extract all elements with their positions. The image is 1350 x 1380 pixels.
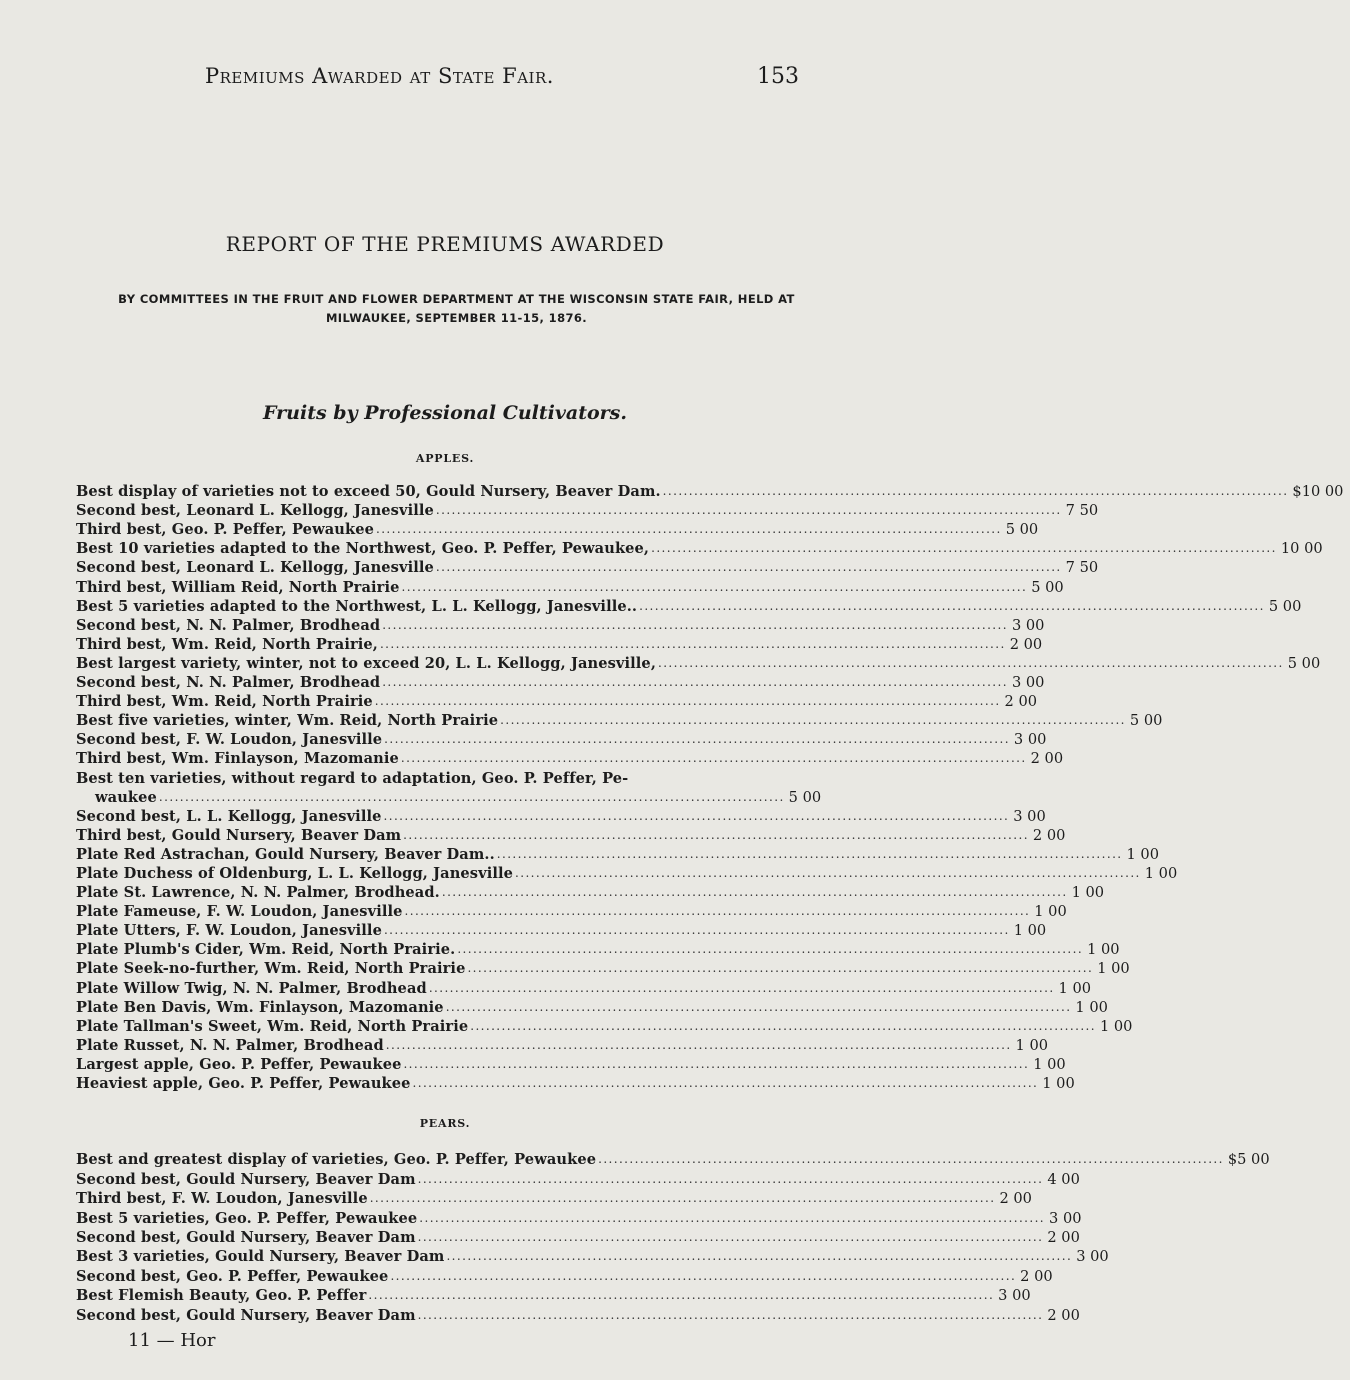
leader-dots: ........................................................................................................................	[598, 1152, 1224, 1167]
leader-dots: ........................................................................................................................	[651, 541, 1277, 556]
entry-description: Best 10 varieties adapted to the Northwest, Geo. P. Peffer, Pewaukee,	[76, 540, 650, 558]
entry-amount: 5 00	[1005, 521, 1039, 539]
list-item	[76, 1017, 1133, 1036]
list-item	[76, 1286, 1031, 1305]
list-item	[76, 1247, 1109, 1266]
leader-dots: ........................................................................................................................	[441, 885, 1068, 900]
entry-amount: 1 00	[1071, 884, 1105, 902]
leader-dots: ........................................................................................................................	[435, 560, 1062, 575]
entry-amount: 1 00	[1034, 903, 1067, 921]
entry-description: Second best, N. N. Palmer, Brodhead	[76, 674, 381, 692]
list-item	[76, 768, 811, 787]
leader-dots: ........................................................................................................................	[419, 1210, 1046, 1225]
entry-description: Third best, Wm. Reid, North Prairie,	[76, 635, 378, 653]
list-item	[76, 998, 1108, 1017]
entry-amount: 1 00	[1097, 960, 1130, 978]
list-item	[76, 1266, 1053, 1285]
entry-amount: 2 00	[1047, 1228, 1080, 1246]
pears-list	[76, 1150, 1270, 1325]
list-item	[76, 921, 1047, 940]
leader-dots: ........................................................................................................................	[467, 961, 1094, 976]
list-item	[76, 482, 1344, 501]
list-item	[76, 1305, 1080, 1324]
list-item	[76, 597, 1302, 616]
entry-description: Second best, L. L. Kellogg, Janesville	[76, 807, 382, 825]
leader-dots: ........................................................................................................................	[470, 1018, 1096, 1033]
list-item	[76, 978, 1092, 997]
entry-description: Second best, F. W. Loudon, Janesville	[76, 731, 383, 749]
entry-description: Plate Utters, F. W. Loudon, Janesville	[76, 922, 382, 940]
entry-description: Second best, Gould Nursery, Beaver Dam	[76, 1228, 416, 1246]
entry-amount: 3 00	[1011, 616, 1045, 634]
entry-description: Best Flemish Beauty, Geo. P. Peffer	[76, 1287, 367, 1305]
entry-description: Best 5 varieties, Geo. P. Peffer, Pewaukee	[76, 1209, 418, 1227]
leader-dots: ........................................................................................................................	[658, 655, 1284, 670]
leader-dots: ........................................................................................................................	[515, 865, 1141, 880]
leader-dots: ........................................................................................................................	[382, 617, 1008, 632]
entry-description: Second best, Leonard L. Kellogg, Janesville	[76, 559, 434, 577]
entry-description: Third best, Wm. Reid, North Prairie	[76, 693, 373, 711]
entry-description: Third best, Geo. P. Peffer, Pewaukee	[76, 521, 374, 539]
list-item	[76, 1036, 1049, 1055]
leader-dots: ........................................................................................................................	[379, 636, 1006, 651]
entry-amount: 5 00	[1287, 654, 1321, 672]
list-item	[76, 501, 1099, 520]
leader-dots: ........................................................................................................................	[412, 1076, 1039, 1090]
entry-description: Plate Ben Davis, Wm. Finlayson, Mazomanie	[76, 998, 444, 1016]
list-item	[76, 826, 1066, 845]
leader-dots: ........................................................................................................................	[383, 808, 1010, 823]
list-item	[76, 883, 1105, 902]
entry-amount: 2 00	[999, 1190, 1032, 1208]
list-item	[76, 749, 1064, 768]
entry-amount: 2 00	[1020, 1267, 1053, 1285]
list-item	[76, 902, 1067, 921]
leader-dots: ........................................................................................................................	[428, 980, 1055, 995]
leader-dots: ........................................................................................................................	[158, 789, 785, 804]
entry-description: Third best, Wm. Finlayson, Mazomanie	[76, 750, 399, 768]
entry-amount: 1 00	[1033, 1055, 1066, 1073]
leader-dots: ........................................................................................................................	[457, 942, 1084, 957]
list-item	[76, 940, 1120, 959]
entry-amount: $10 00	[1292, 483, 1344, 501]
entry-description: Plate Red Astrachan, Gould Nursery, Beaver Dam..	[76, 845, 495, 863]
leader-dots: ........................................................................................................................	[385, 1037, 1012, 1052]
list-item	[76, 520, 1039, 539]
entry-description: Third best, William Reid, North Prairie	[76, 578, 400, 596]
leader-dots: ........................................................................................................................	[417, 1229, 1044, 1244]
entry-description: Best 3 varieties, Gould Nursery, Beaver Dam	[76, 1248, 445, 1266]
leader-dots: ........................................................................................................................	[417, 1171, 1044, 1186]
entry-amount: 4 00	[1047, 1170, 1080, 1188]
leader-dots: ........................................................................................................................	[662, 484, 1289, 499]
apples-list	[76, 482, 1344, 1093]
list-item	[76, 539, 1323, 558]
entry-amount: 1 00	[1087, 941, 1120, 959]
entry-amount: 3 00	[998, 1287, 1031, 1305]
entry-description: Third best, Gould Nursery, Beaver Dam	[76, 826, 402, 844]
signature-mark: 11 — Hor	[128, 1330, 216, 1351]
page-number: 153	[757, 64, 799, 89]
entry-description: Plate Russet, N. N. Palmer, Brodhead	[76, 1036, 384, 1054]
entry-amount: 5 00	[1031, 578, 1064, 596]
apples-heading: APPLES.	[415, 452, 475, 465]
entry-description: waukee	[95, 788, 157, 806]
leader-dots: ........................................................................................................................	[384, 732, 1010, 747]
leader-dots: ........................................................................................................................	[403, 827, 1029, 842]
entry-amount: 2 00	[1004, 693, 1038, 711]
entry-amount: 7 50	[1065, 559, 1099, 577]
entry-description: Second best, Gould Nursery, Beaver Dam	[76, 1170, 416, 1188]
entry-amount: 5 00	[788, 788, 822, 806]
list-item	[76, 807, 1046, 826]
list-item	[76, 1074, 1075, 1093]
leader-dots: ........................................................................................................................	[375, 522, 1002, 537]
leader-dots: ........................................................................................................................	[401, 579, 1028, 594]
entry-description: Heaviest apple, Geo. P. Peffer, Pewaukee	[76, 1075, 411, 1092]
leader-dots: ........................................................................................................................	[496, 846, 1123, 861]
entry-amount: 1 00	[1058, 979, 1092, 997]
list-item	[76, 788, 822, 807]
leader-dots: ........................................................................................................................	[383, 923, 1010, 938]
entry-amount: 1 00	[1015, 1036, 1049, 1054]
leader-dots: ........................................................................................................................	[400, 751, 1027, 766]
list-item	[76, 1150, 1270, 1169]
leader-dots: ........................................................................................................................	[417, 1307, 1044, 1322]
entry-description: Plate St. Lawrence, N. N. Palmer, Brodhead.	[76, 884, 440, 902]
entry-amount: 5 00	[1129, 712, 1163, 730]
leader-dots: ........................................................................................................................	[390, 1268, 1017, 1283]
leader-dots: ........................................................................................................................	[639, 598, 1265, 613]
list-item	[76, 845, 1159, 864]
list-item	[76, 616, 1045, 635]
leader-dots: ........................................................................................................................	[382, 675, 1008, 690]
entry-amount: 3 00	[1011, 674, 1045, 692]
entry-description: Best largest variety, winter, not to exceed 20, L. L. Kellogg, Janesville,	[76, 654, 656, 672]
entry-amount: 1 00	[1042, 1075, 1075, 1092]
leader-dots: ........................................................................................................................	[446, 1249, 1073, 1264]
entry-amount: 1 00	[1075, 998, 1108, 1016]
entry-amount: 7 50	[1065, 502, 1099, 520]
list-item	[76, 1169, 1080, 1188]
entry-description: Best display of varieties not to exceed 50, Gould Nursery, Beaver Dam.	[76, 483, 661, 501]
report-subtitle: BY COMMITTEES IN THE FRUIT AND FLOWER DEPARTMENT AT THE WISCONSIN STATE FAIR, HELD AT MILWAUKEE, SEPTEMBER 11-15, 1876.	[118, 292, 795, 325]
entry-description: Plate Duchess of Oldenburg, L. L. Kellogg, Janesville	[76, 864, 514, 882]
leader-dots: ........................................................................................................................	[445, 999, 1072, 1014]
entry-description: Largest apple, Geo. P. Peffer, Pewaukee	[76, 1055, 402, 1073]
entry-description: Plate Plumb's Cider, Wm. Reid, North Prairie.	[76, 941, 456, 959]
list-item	[76, 558, 1099, 577]
list-item	[76, 711, 1163, 730]
leader-dots: ........................................................................................................................	[500, 713, 1126, 728]
entry-description: Best five varieties, winter, Wm. Reid, North Prairie	[76, 712, 499, 730]
entry-amount: 3 00	[1049, 1209, 1082, 1227]
list-item	[76, 635, 1043, 654]
entry-description: Second best, N. N. Palmer, Brodhead	[76, 616, 381, 634]
entry-description: Plate Seek-no-further, Wm. Reid, North Prairie	[76, 960, 466, 978]
entry-amount: 2 00	[1032, 826, 1066, 844]
entry-description: Second best, Gould Nursery, Beaver Dam	[76, 1306, 416, 1324]
report-title: REPORT OF THE PREMIUMS AWARDED	[225, 232, 665, 256]
entry-description: Plate Willow Twig, N. N. Palmer, Brodhead	[76, 979, 427, 997]
entry-amount: 1 00	[1099, 1017, 1133, 1035]
entry-amount: 3 00	[1013, 807, 1046, 825]
entry-amount: 1 00	[1013, 922, 1047, 940]
list-item	[76, 577, 1064, 596]
entry-description: Third best, F. W. Loudon, Janesville	[76, 1190, 368, 1208]
entry-description: Best ten varieties, without regard to adaptation, Geo. P. Peffer, Pe-	[76, 769, 629, 787]
entry-description: Second best, Leonard L. Kellogg, Janesville	[76, 502, 434, 520]
entry-amount: 2 00	[1047, 1306, 1080, 1324]
pears-heading: PEARS.	[419, 1117, 471, 1130]
list-item	[76, 864, 1178, 883]
entry-description: Plate Tallman's Sweet, Wm. Reid, North Prairie	[76, 1017, 469, 1035]
entry-amount: $5 00	[1227, 1151, 1270, 1169]
entry-description: Best 5 varieties adapted to the Northwest, L. L. Kellogg, Janesville..	[76, 597, 638, 615]
entry-amount: 3 00	[1013, 731, 1047, 749]
entry-amount: 1 00	[1144, 864, 1178, 882]
list-item	[76, 654, 1321, 673]
entry-description: Plate Fameuse, F. W. Loudon, Janesville	[76, 903, 403, 921]
entry-amount: 2 00	[1009, 635, 1043, 653]
entry-amount: 3 00	[1076, 1248, 1109, 1266]
list-item	[76, 692, 1038, 711]
section-title: Fruits by Professional Cultivators.	[263, 402, 627, 424]
list-item	[76, 1055, 1066, 1074]
entry-amount: 2 00	[1030, 750, 1064, 768]
leader-dots: ........................................................................................................................	[374, 694, 1001, 709]
entry-description: Best and greatest display of varieties, Geo. P. Peffer, Pewaukee	[76, 1151, 597, 1169]
leader-dots: ........................................................................................................................	[435, 503, 1062, 518]
list-item	[76, 730, 1047, 749]
entry-amount: 5 00	[1268, 597, 1302, 615]
entry-description: Second best, Geo. P. Peffer, Pewaukee	[76, 1267, 389, 1285]
list-item	[76, 959, 1130, 978]
list-item	[76, 1228, 1080, 1247]
list-item	[76, 1189, 1032, 1208]
list-item	[76, 1208, 1082, 1227]
entry-amount: 1 00	[1126, 845, 1159, 863]
leader-dots: ........................................................................................................................	[369, 1191, 996, 1206]
entry-amount: 10 00	[1280, 540, 1323, 558]
leader-dots: ........................................................................................................................	[368, 1288, 995, 1303]
list-item	[76, 673, 1045, 692]
leader-dots: ........................................................................................................................	[404, 904, 1031, 919]
running-head: Premiums Awarded at State Fair.	[205, 64, 554, 88]
leader-dots: ........................................................................................................................	[403, 1056, 1030, 1071]
